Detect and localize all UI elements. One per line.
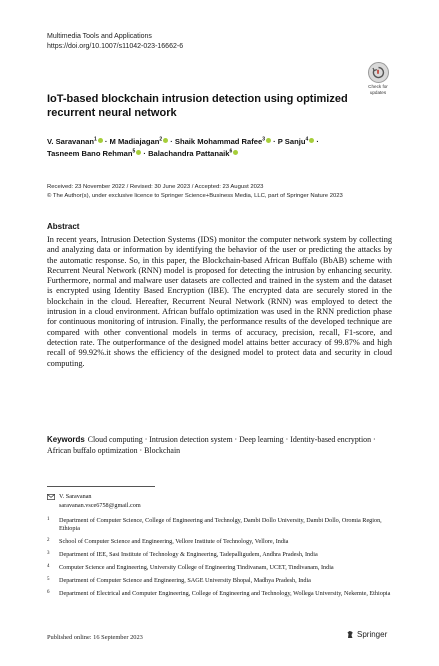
affiliation-number: 1 [47, 517, 50, 522]
affiliation-text: Department of Computer Science, College of Engineering and Technolgy, Dambi Dollo University, Dambi Dollo, Oromia Region, Ethiopia [59, 517, 382, 533]
author[interactable] [47, 149, 141, 158]
affiliation-number: 3 [47, 551, 50, 557]
author-name: Shaik Mohammad Rafee [174, 137, 263, 146]
author[interactable] [47, 137, 103, 146]
springer-logo: Springer [346, 630, 387, 639]
author-affiliation-number: 3 [262, 136, 266, 143]
affiliation-text: Department of Computer Science and Engineering, SAGE University Bhopal, Madhya Pradesh, India [59, 577, 311, 585]
author-separator: · [102, 137, 110, 146]
envelope-icon [47, 494, 55, 500]
corresponding-author-email[interactable]: saravanan.vsce6758@gmail.com [59, 502, 141, 509]
author[interactable] [148, 149, 238, 158]
author[interactable] [278, 137, 315, 146]
author-line [47, 148, 392, 160]
journal-header [47, 32, 183, 51]
corresponding-author [47, 492, 141, 510]
affiliation-number: 4 [47, 564, 50, 570]
copyright-notice: © The Author(s), under exclusive licence to Springer Science+Business Media, LLC, part of Springer Nature 2023 [47, 193, 343, 199]
footnote-divider [47, 486, 155, 487]
author-separator: · [271, 137, 278, 146]
springer-horse-icon [346, 630, 355, 639]
author[interactable] [175, 137, 271, 146]
affiliation-text: School of Computer Science and Engineering, Vellore Institute of Technology, Vellore, India [59, 538, 289, 546]
updates-label: updates [369, 90, 387, 95]
author-separator: · [168, 137, 175, 146]
check-for-updates-badge[interactable] [366, 62, 390, 95]
author-name: V. Saravanan [47, 137, 95, 146]
affiliation-item [47, 517, 392, 534]
article-history [47, 183, 343, 201]
author-affiliation-number: 5 [132, 148, 136, 155]
keywords [47, 434, 392, 456]
author-name: M Madiajagan [109, 137, 160, 146]
affiliation-text: Department of Electrical and Computer Engineering, College of Engineering and Technology, Wollega University, Nekemte, Ethiopia [59, 589, 391, 597]
published-online: Published online: 16 September 2023 [47, 634, 143, 641]
check-for-updates-icon [368, 62, 389, 83]
author-line [47, 136, 392, 148]
author-list [47, 136, 392, 160]
author-name: Balachandra Pattanaik [148, 149, 230, 158]
keywords-text: Cloud computing · Intrusion detection system · Deep learning · Identity-based encryption · African buffalo optimization · Blockchain [47, 435, 376, 455]
keywords-label: Keywords [47, 435, 85, 444]
corresponding-author-name: V. Saravanan [59, 493, 92, 500]
abstract-text: In recent years, Intrusion Detection Systems (IDS) monitor the computer network system by collecting and analyzing data or information by identifying the behavior of the user or predicting the attacks by the automatic response. So, in this paper, the Blockchain-based African Buffalo (BbAB) scheme with Recurrent Neural Network (RNN) model is proposed for detecting the intrusion by enhancing security. Furthermore, normal and malware user datasets are collected and trained in the system and the dataset is encrypted using Identity Based Encryption (IBE). The encrypted data are securely stored in the blockchain in the cloud. Hereafter, Recurrent Neural Network (RNN) was employed to detect the intrusion in a cloud environment. African buffalo optimization was used in the RNN prediction phase for continuous monitoring of intrusion. Finally, the performance results of the developed technique are compared with other conventional models in terms of accuracy, precision, recall, F1-score, and detection rate. The outperformance of the designed model attains better accuracy of 99.87% and high recall of 99.92%.it shows the efficiency of the designed model to protect data and security in cloud computing. [47, 235, 392, 368]
affiliation-number: 6 [47, 589, 50, 595]
author-separator: · [141, 149, 149, 158]
orcid-icon[interactable] [233, 150, 238, 155]
affiliation-item [47, 551, 392, 559]
affiliation-text: Computer Science and Engineering, University College of Engineering Tindivanam, UCET, Tindivanam, India [59, 564, 334, 572]
date-history: Received: 23 November 2022 / Revised: 30 June 2023 / Accepted: 23 August 2023 [47, 184, 264, 190]
affiliations [47, 517, 392, 603]
affiliation-item [47, 577, 392, 585]
author-name: P Sanju [277, 137, 306, 146]
journal-name: Multimedia Tools and Applications [47, 33, 152, 40]
doi-link[interactable]: https://doi.org/10.1007/s11042-023-16662-6 [47, 42, 184, 50]
author-affiliation-number: 2 [159, 136, 163, 143]
author[interactable] [110, 137, 169, 146]
author-affiliation-number: 4 [305, 136, 309, 143]
author-separator: · [314, 137, 319, 146]
article-title: IoT-based blockchain intrusion detection using optimized recurrent neural network [47, 93, 348, 119]
author-affiliation-number: 1 [94, 136, 97, 143]
affiliation-item [47, 538, 392, 546]
affiliation-text: Department of IEE, Sasi Institute of Technology & Engineering, Tadepalligudem, Andhra Pradesh, India [59, 551, 318, 559]
abstract-heading: Abstract [47, 222, 80, 231]
affiliation-number: 2 [47, 538, 50, 544]
author-affiliation-number: 6 [229, 148, 233, 155]
affiliation-number: 5 [47, 577, 50, 583]
affiliation-item [47, 590, 392, 598]
author-name: Tasneem Bano Rehman [47, 149, 133, 158]
affiliation-item [47, 564, 392, 572]
check-for-updates-label: Check for [368, 84, 388, 89]
